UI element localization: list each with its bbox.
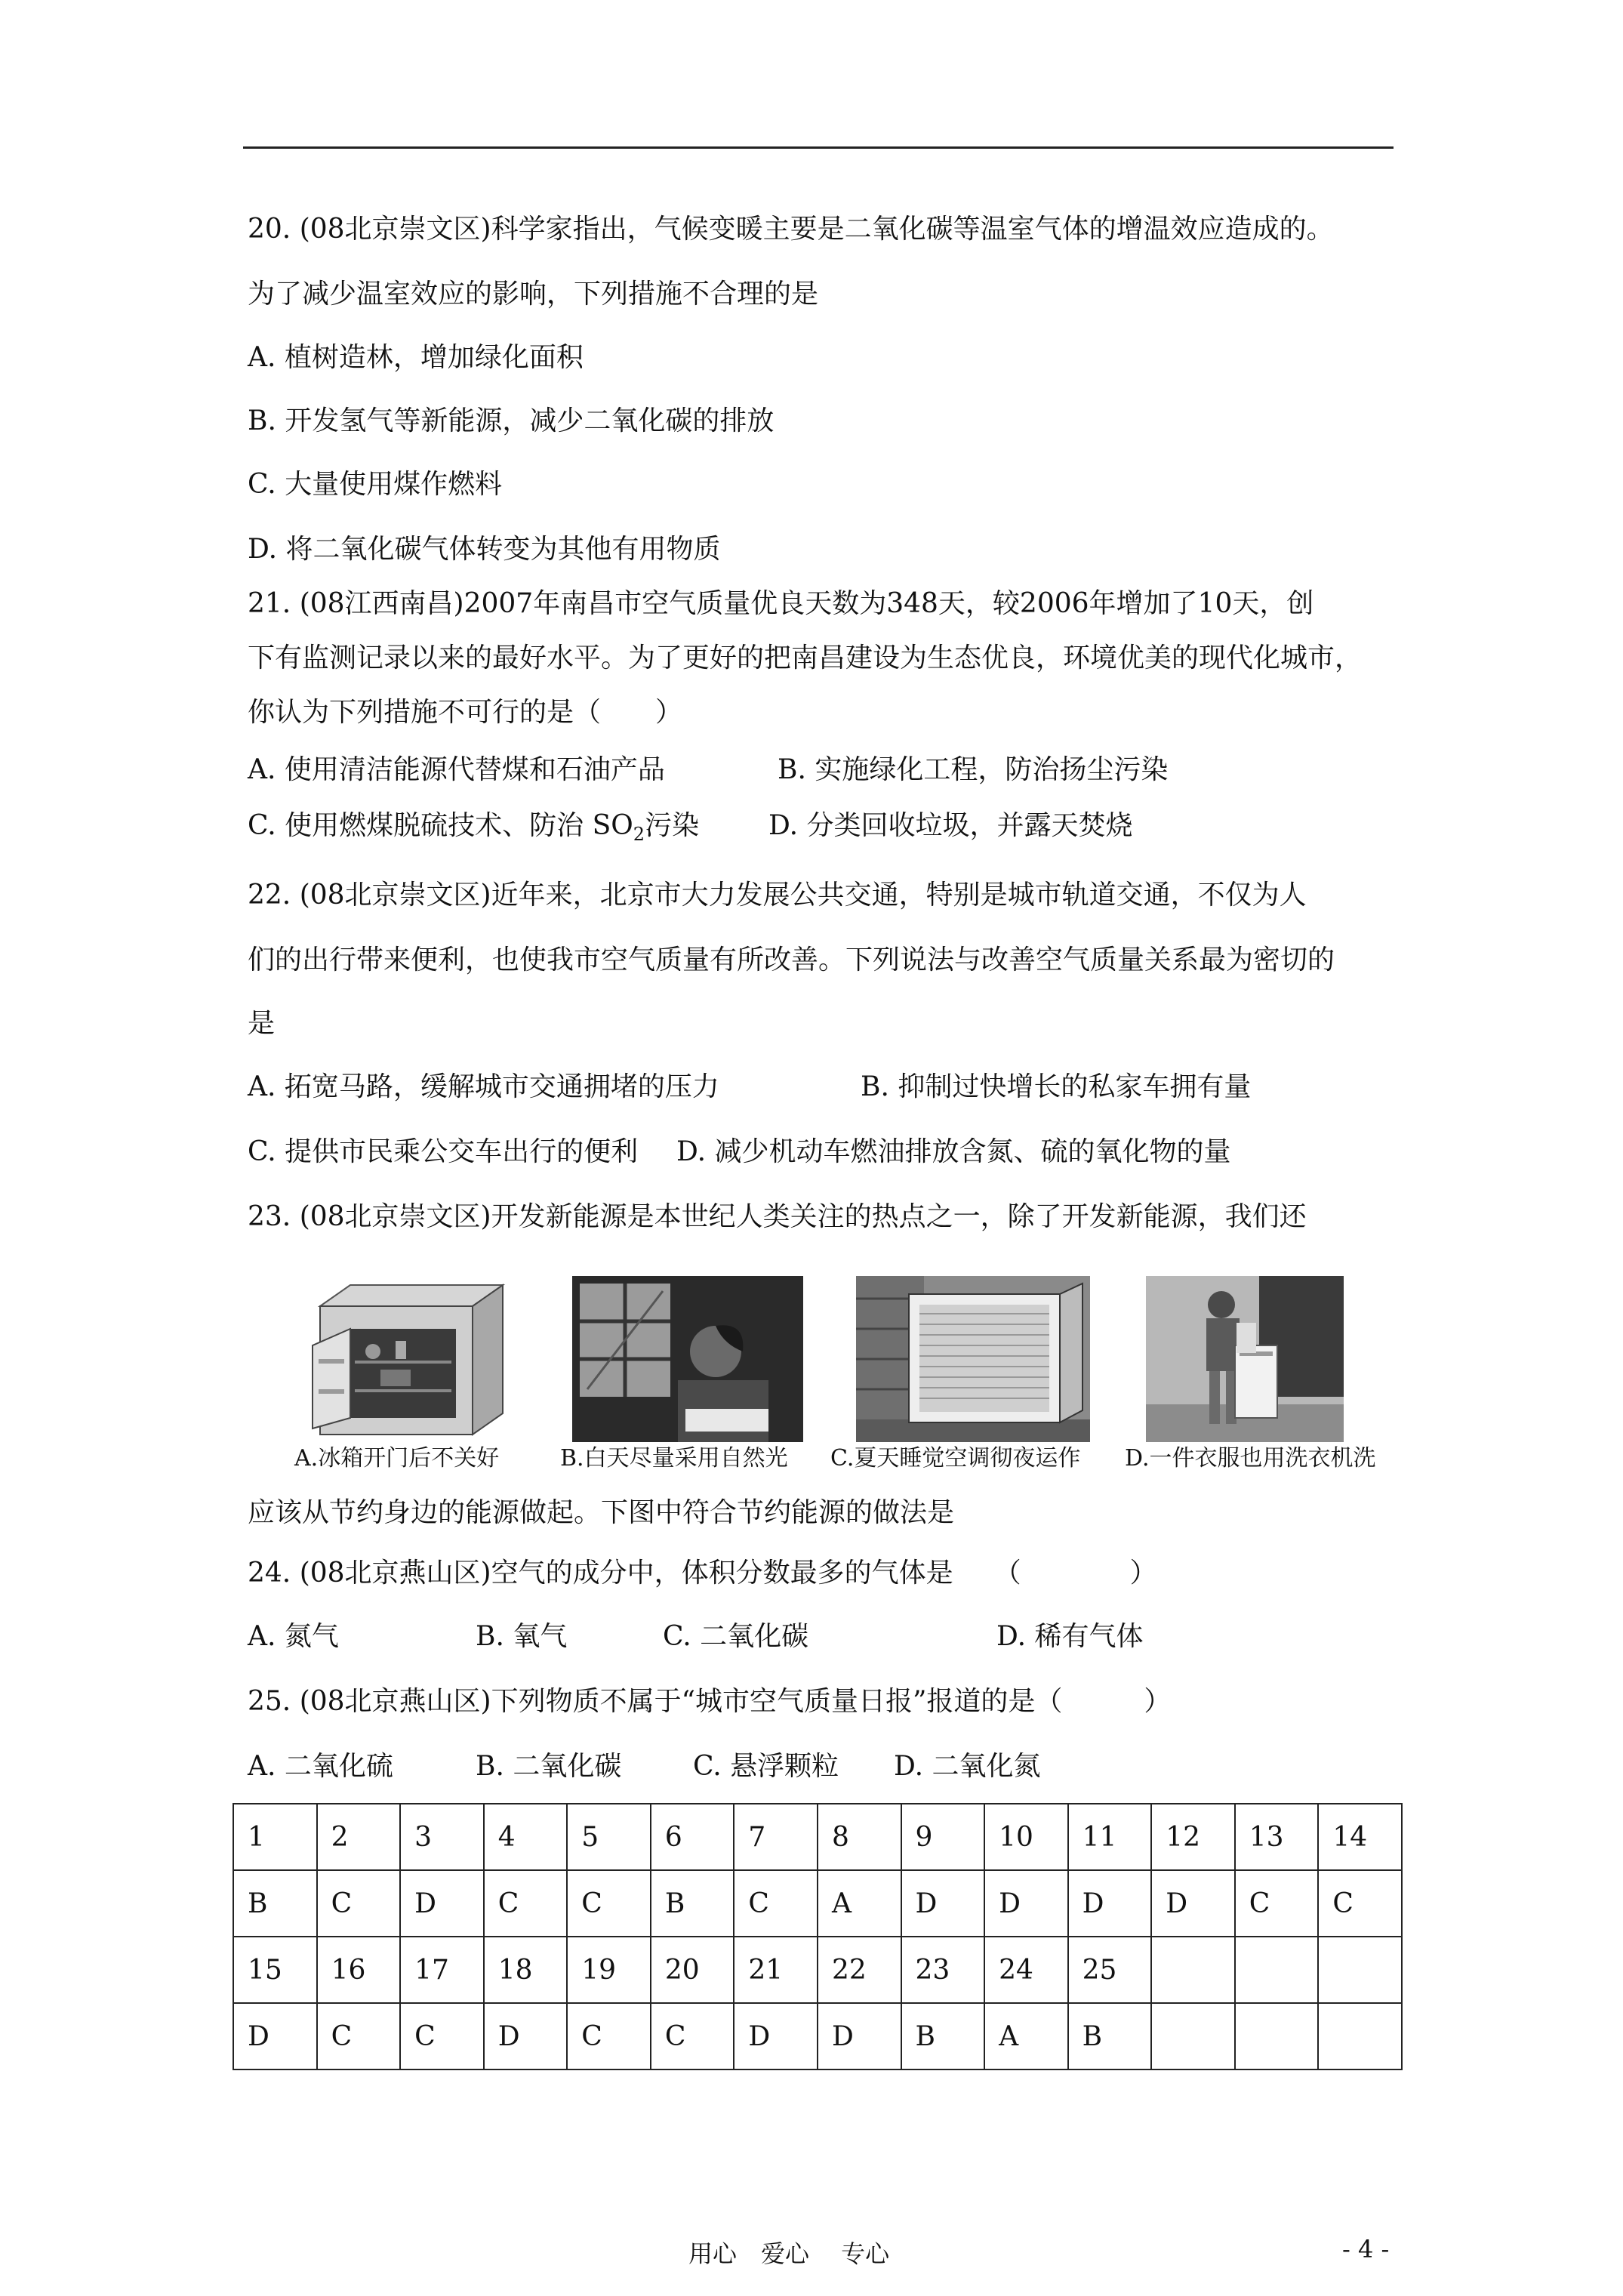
q25-option-c: C. 悬浮颗粒 xyxy=(693,1751,839,1782)
answer-table-cell: D xyxy=(233,2003,317,2069)
q20-option-b: B. 开发氢气等新能源，减少二氧化碳的排放 xyxy=(248,405,775,436)
answer-table-cell: D xyxy=(901,1870,985,1937)
answer-table-cell: 11 xyxy=(1068,1804,1152,1870)
answer-table-cell: 14 xyxy=(1318,1804,1402,1870)
q21-option-a: A. 使用清洁能源代替煤和石油产品 xyxy=(248,754,665,785)
answer-table-cell: 6 xyxy=(651,1804,735,1870)
q24-stem: 24. (08北京燕山区)空气的成分中，体积分数最多的气体是 （ ） xyxy=(248,1558,1157,1589)
answer-table-cell: 24 xyxy=(984,1937,1068,2003)
q21-option-d: D. 分类回收垃圾，并露天焚烧 xyxy=(768,810,1133,841)
answer-table-cell: 21 xyxy=(734,1937,818,2003)
answer-table-cell: A xyxy=(818,1870,901,1937)
page-number: - 4 - xyxy=(1342,2235,1390,2264)
q22-option-d: D. 减少机动车燃油排放含氮、硫的氧化物的量 xyxy=(676,1136,1231,1167)
answer-table-cell xyxy=(1235,2003,1319,2069)
q22-stem-line3: 是 xyxy=(248,1008,276,1039)
q24-option-c: C. 二氧化碳 xyxy=(663,1621,809,1652)
answer-table-cell: 7 xyxy=(734,1804,818,1870)
answer-table-row xyxy=(233,1804,1402,1870)
answer-table-cell: C xyxy=(1318,1870,1402,1937)
q24-option-d: D. 稀有气体 xyxy=(996,1621,1144,1652)
q25-option-d: D. 二氧化氮 xyxy=(894,1751,1041,1782)
q25-option-b: B. 二氧化碳 xyxy=(476,1751,622,1782)
answer-table-cell: D xyxy=(818,2003,901,2069)
answer-table-cell: D xyxy=(1151,1870,1235,1937)
answer-table-cell: D xyxy=(734,2003,818,2069)
answer-table-cell: 17 xyxy=(400,1937,484,2003)
q20-stem-line1: 20. (08北京崇文区)科学家指出，气候变暖主要是二氧化碳等温室气体的增温效应造成的。 xyxy=(248,214,1334,245)
answer-table-cell: 5 xyxy=(567,1804,651,1870)
photo-caption-c: C.夏天睡觉空调彻夜运作 xyxy=(830,1445,1081,1472)
photo-caption-b: B.白天尽量采用自然光 xyxy=(560,1445,788,1472)
answer-table-cell: C xyxy=(400,2003,484,2069)
answer-table-cell: 20 xyxy=(651,1937,735,2003)
answer-table-row xyxy=(233,1937,1402,2003)
answer-table-cell: C xyxy=(1235,1870,1319,1937)
answer-table-cell: D xyxy=(484,2003,568,2069)
q22-stem-line1: 22. (08北京崇文区)近年来，北京市大力发展公共交通，特别是城市轨道交通，不仅为人 xyxy=(248,880,1307,911)
q20-stem-line2: 为了减少温室效应的影响，下列措施不合理的是 xyxy=(248,279,819,310)
answer-table-cell: 23 xyxy=(901,1937,985,2003)
answer-table-cell: 25 xyxy=(1068,1937,1152,2003)
q20-option-a: A. 植树造林，增加绿化面积 xyxy=(248,342,584,373)
answer-table-cell xyxy=(1318,2003,1402,2069)
q21-option-c-subscript: 2 xyxy=(633,824,645,846)
answer-table-cell: 3 xyxy=(400,1804,484,1870)
answer-table-cell: C xyxy=(317,1870,401,1937)
answer-table-cell: 16 xyxy=(317,1937,401,2003)
answer-table-cell xyxy=(1151,2003,1235,2069)
q25-option-a: A. 二氧化硫 xyxy=(248,1751,393,1782)
q23-stem-line2: 应该从节约身边的能源做起。下图中符合节约能源的做法是 xyxy=(248,1497,955,1528)
washing-machine-photo xyxy=(1146,1276,1344,1442)
answer-table-cell xyxy=(1151,1937,1235,2003)
answer-table-cell: 1 xyxy=(233,1804,317,1870)
q22-stem-line2: 们的出行带来便利，也使我市空气质量有所改善。下列说法与改善空气质量关系最为密切的 xyxy=(248,945,1335,975)
answer-table-cell: 8 xyxy=(818,1804,901,1870)
answer-table-cell: A xyxy=(984,2003,1068,2069)
answer-table-cell: 2 xyxy=(317,1804,401,1870)
natural-light-photo xyxy=(572,1276,803,1442)
answer-table-cell: B xyxy=(651,1870,735,1937)
answer-table-cell: 9 xyxy=(901,1804,985,1870)
answer-table-row xyxy=(233,2003,1402,2069)
q21-option-c xyxy=(248,809,699,851)
answer-table-cell: 22 xyxy=(818,1937,901,2003)
answer-table-cell: C xyxy=(567,2003,651,2069)
q23-stem-line1: 23. (08北京崇文区)开发新能源是本世纪人类关注的热点之一，除了开发新能源，我们还 xyxy=(248,1201,1307,1232)
q21-option-b: B. 实施绿化工程，防治扬尘污染 xyxy=(778,754,1169,785)
photo-caption-d: D.一件衣服也用洗衣机洗 xyxy=(1125,1445,1376,1472)
q24-option-b: B. 氧气 xyxy=(476,1621,568,1652)
answer-table-cell: B xyxy=(901,2003,985,2069)
answer-table-cell: C xyxy=(567,1870,651,1937)
header-rule xyxy=(243,146,1394,149)
q24-option-a: A. 氮气 xyxy=(248,1621,339,1652)
fridge-open-photo xyxy=(305,1276,531,1442)
q21-stem-line1: 21. (08江西南昌)2007年南昌市空气质量优良天数为348天，较2006年增加了10天，创 xyxy=(248,588,1314,619)
answer-table-cell: B xyxy=(1068,2003,1152,2069)
q20-option-d: D. 将二氧化碳气体转变为其他有用物质 xyxy=(248,534,721,565)
answer-table-cell: 15 xyxy=(233,1937,317,2003)
answer-table-cell: B xyxy=(233,1870,317,1937)
q21-stem-line3: 你认为下列措施不可行的是（ ） xyxy=(248,697,683,728)
answer-table-cell: 4 xyxy=(484,1804,568,1870)
answer-table-cell xyxy=(1318,1937,1402,2003)
q22-option-a: A. 拓宽马路，缓解城市交通拥堵的压力 xyxy=(248,1071,719,1102)
answer-table-cell: 18 xyxy=(484,1937,568,2003)
q22-option-c: C. 提供市民乘公交车出行的便利 xyxy=(248,1136,639,1167)
answer-table-cell: C xyxy=(317,2003,401,2069)
answer-table-cell: 12 xyxy=(1151,1804,1235,1870)
answer-table-cell: 10 xyxy=(984,1804,1068,1870)
answer-table-cell xyxy=(1235,1937,1319,2003)
q25-stem: 25. (08北京燕山区)下列物质不属于“城市空气质量日报”报道的是（ ） xyxy=(248,1686,1172,1717)
answer-table xyxy=(233,1803,1403,2070)
answer-table-cell: C xyxy=(651,2003,735,2069)
q22-option-b: B. 抑制过快增长的私家车拥有量 xyxy=(861,1071,1252,1102)
answer-table-cell: D xyxy=(984,1870,1068,1937)
photo-caption-a: A.冰箱开门后不关好 xyxy=(294,1445,500,1472)
answer-table-cell: 13 xyxy=(1235,1804,1319,1870)
footer-motto: 用心 爱心 专心 xyxy=(688,2239,890,2268)
answer-table-cell: C xyxy=(484,1870,568,1937)
answer-table-cell: D xyxy=(400,1870,484,1937)
q21-option-c-text: C. 使用燃煤脱硫技术、防治 SO xyxy=(248,810,633,841)
answer-table-cell: D xyxy=(1068,1870,1152,1937)
answer-table-cell: 19 xyxy=(567,1937,651,2003)
answer-table-cell: C xyxy=(734,1870,818,1937)
q20-option-c: C. 大量使用煤作燃料 xyxy=(248,469,503,500)
q21-option-c-suffix: 污染 xyxy=(645,810,700,841)
answer-table-row xyxy=(233,1870,1402,1937)
q21-stem-line2: 下有监测记录以来的最好水平。为了更好的把南昌建设为生态优良，环境优美的现代化城市， xyxy=(248,643,1363,673)
air-conditioner-photo xyxy=(856,1276,1090,1442)
